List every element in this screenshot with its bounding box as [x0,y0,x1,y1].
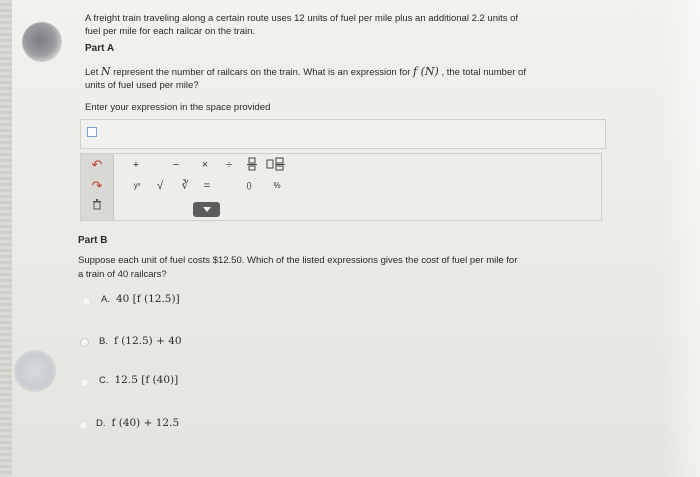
minus-button[interactable]: − [172,159,180,171]
option-d-radio[interactable] [79,421,88,430]
option-b-label: B. [99,336,108,347]
expr-f-n: f (N) [413,65,439,78]
option-a-label: A. [101,294,110,305]
nth-root-button[interactable]: ∛ [181,180,189,192]
part-a-text-mid: represent the number of railcars on the train. What is an expression for [110,67,414,78]
paper-edge [0,0,12,477]
option-a-radio[interactable] [82,297,91,306]
times-button[interactable]: × [201,159,209,171]
option-b-radio[interactable] [80,338,89,347]
part-a-instruction: Enter your expression in the space provided [85,102,271,113]
option-c[interactable] [99,374,178,386]
option-a[interactable] [101,293,180,305]
option-b-expr: f (12.5) + 40 [113,335,182,347]
option-d[interactable] [96,417,179,429]
expand-toolbar-button[interactable] [193,202,220,217]
exponent-button[interactable]: yˣ [133,181,141,190]
part-b-question-line2: a train of 40 railcars? [78,269,167,280]
var-n: N [100,65,111,78]
camera-glare-2 [14,350,56,392]
part-a-question-line2: units of fuel used per mile? [85,80,199,91]
option-d-expr: f (40) + 12.5 [111,417,180,429]
option-b[interactable] [99,335,182,347]
parentheses-button[interactable]: () [246,181,252,190]
undo-icon[interactable]: ↶ [91,157,103,172]
divide-button[interactable]: ÷ [225,159,233,171]
fraction-button[interactable] [243,157,261,173]
option-c-expr: 12.5 [f (40)] [114,374,179,386]
part-a-text-post: , the total number of [438,67,526,78]
option-d-label: D. [96,418,106,429]
question-intro-line2: fuel per mile for each railcar on the train. [85,26,256,37]
redo-icon[interactable]: ↷ [91,178,103,193]
equals-button[interactable]: = [203,180,211,192]
answer-input[interactable] [80,119,606,149]
mixed-number-button[interactable] [265,157,287,173]
option-c-label: C. [99,375,109,386]
plus-button[interactable]: + [132,159,140,171]
part-b-question-line1: Suppose each unit of fuel costs $12.50. Which of the listed expressions gives the cost of fuel per mile for [78,255,518,266]
option-c-radio[interactable] [80,378,89,387]
part-a-heading: Part A [85,43,115,54]
sqrt-button[interactable]: √ [156,180,164,192]
trash-icon[interactable] [88,199,106,215]
camera-glare [22,22,62,62]
part-a-text-pre: Let [85,67,101,78]
part-b-heading: Part B [78,235,108,246]
camera-glare-3 [660,0,700,477]
input-cursor-box [87,127,97,137]
percent-button[interactable]: % [273,181,281,190]
question-intro-line1: A freight train traveling along a certain route uses 12 units of fuel per mile plus an additional 2.2 units of [85,13,519,24]
part-a-question-line1 [85,65,526,79]
option-a-expr: 40 [f (12.5)] [115,293,180,305]
